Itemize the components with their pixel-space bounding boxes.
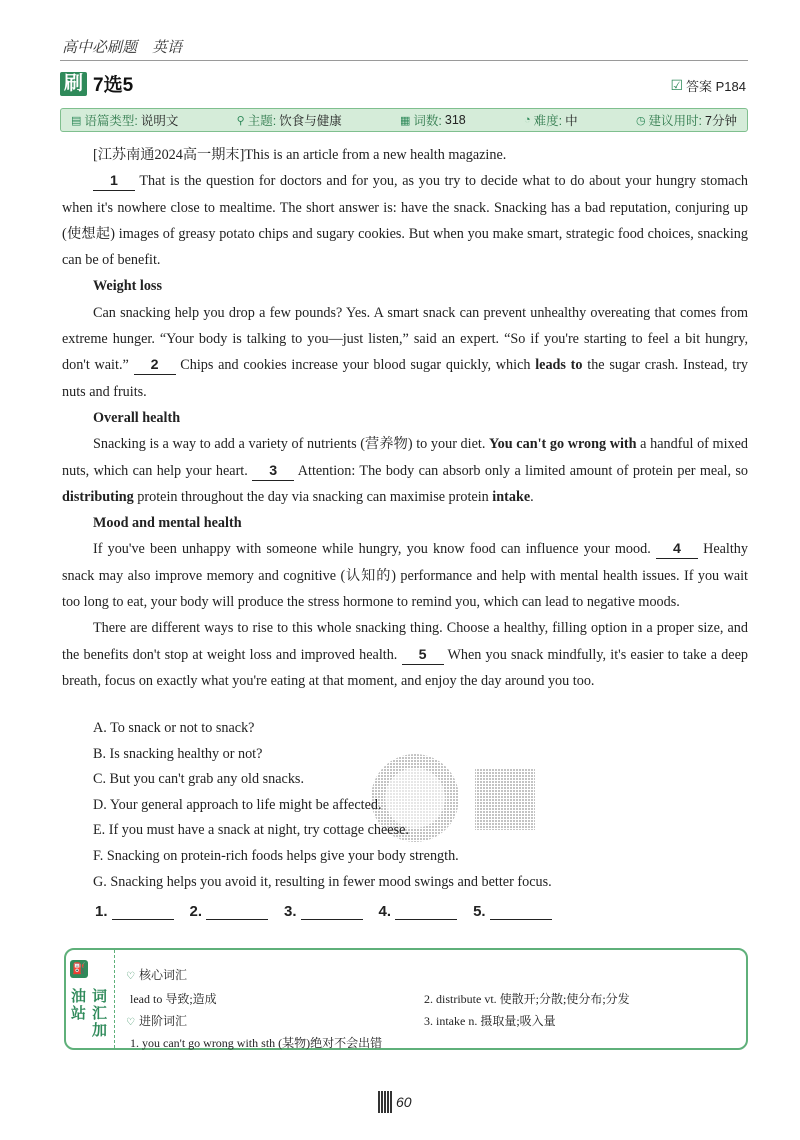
paragraph-4-text-b: Healthy snack may also improve memory and cognitive (认知的) performance and help with mental health issues. If you wait too long to eat, your body will produce the stress hormone to remind you, which can lead to negative moods. [62, 541, 748, 611]
heart-icon-2: ♡ [126, 1017, 135, 1028]
blank-1[interactable]: 1 [93, 172, 135, 191]
core-vocab-2: 2. distribute vt. 使散开;分散;使分布;分发 [424, 992, 630, 1006]
paragraph-1 [62, 168, 748, 273]
core-vocab-title: 核心词汇 [138, 968, 187, 982]
info-words-value: 318 [444, 113, 466, 127]
header-divider [60, 60, 748, 61]
answer-2-line[interactable] [206, 903, 268, 920]
article-intro: [江苏南通2024高一期末]This is an article from a new health magazine. [93, 147, 507, 163]
option-g[interactable]: G. Snacking helps you avoid it, resulting in fewer mood swings and better focus. [93, 873, 552, 890]
answer-4 [379, 903, 458, 920]
section-label: 7选5 [93, 75, 134, 96]
page-number-text: 60 [396, 1094, 412, 1110]
page-decoration [378, 1091, 392, 1113]
info-topic-value: 饮食与健康 [279, 114, 342, 128]
article [62, 142, 748, 694]
info-type-value: 说明文 [140, 114, 179, 128]
answer-1-label: 1. [95, 903, 108, 920]
heading-weight-loss: Weight loss [93, 278, 162, 295]
info-topic [237, 111, 342, 129]
document-icon: ▤ [71, 114, 82, 127]
paragraph-2 [62, 300, 748, 405]
paragraph-2-text-a: Can snacking help you drop a few pounds? Yes. A smart snack can prevent unhealthy overeating that comes from extreme hunger. “Your body is talking to you—just listen,” said an expert. “So if you're starting to feel a bit hungry, don't wait.” [62, 304, 748, 374]
answer-4-label: 4. [378, 903, 392, 920]
paragraph-3-text-d: protein throughout the day via snacking can maximise protein [133, 488, 493, 505]
answer-1-line[interactable] [112, 903, 174, 920]
paragraph-3-text-a: Snacking is a way to add a variety of nutrients (营养物) to your diet. [93, 436, 490, 453]
gauge-icon: ◔ [524, 114, 531, 126]
info-type [71, 111, 178, 129]
answer-2-label: 2. [189, 903, 203, 920]
paragraph-5-text-b: When you snack mindfully, it's easier to take a deep breath, focus on exactly what you're eating at that moment, and enjoy the day around you too. [62, 646, 748, 689]
heading-mood: Mood and mental health [93, 515, 242, 532]
answer-2 [190, 903, 269, 920]
info-time [636, 111, 737, 129]
paragraph-3-text-e: . [530, 488, 534, 505]
blank-3[interactable]: 3 [252, 462, 294, 481]
answer-4-line[interactable] [395, 903, 457, 920]
answer-5-line[interactable] [490, 903, 552, 920]
info-words [400, 111, 466, 129]
paragraph-2-text-c: the sugar crash. Instead, try nuts and fruits. [62, 357, 749, 400]
paragraph-3 [62, 431, 748, 510]
answer-3 [284, 903, 363, 920]
fuel-icon: ⛽ [70, 960, 88, 978]
bold-cant-go-wrong: You can't go wrong with [489, 436, 637, 453]
options-list [62, 716, 748, 895]
answer-page-ref: 答案 P184 [686, 79, 746, 94]
vocab-side [66, 950, 115, 1048]
option-a[interactable]: A. To snack or not to snack? [93, 720, 255, 736]
check-icon: ☑ [670, 77, 684, 93]
answer-1 [95, 903, 174, 920]
info-words-key: 词数: [413, 114, 442, 128]
paragraph-5 [62, 615, 748, 694]
core-vocab-head [126, 966, 187, 983]
adv-vocab-1: 3. intake n. 摄取量;吸入量 [424, 1014, 556, 1028]
bold-intake: intake [492, 488, 531, 505]
answer-5-label: 5. [473, 903, 486, 920]
search-icon: ⚲ [236, 114, 245, 127]
section-mark: 刷 [60, 72, 87, 96]
answer-3-line[interactable] [301, 903, 363, 920]
adv-vocab-head [126, 1012, 187, 1029]
blank-5[interactable]: 5 [402, 646, 444, 665]
bold-distributing: distributing [62, 488, 134, 505]
paragraph-3-text-b: a handful of mixed nuts, which can help your heart. [62, 436, 748, 479]
bold-leads-to: leads to [535, 357, 583, 374]
paragraph-1-text: That is the question for doctors and for you, as you try to decide what to do about your hungry stomach when it's nowhere close to mealtime. The short answer is: have the snack. Snacking has a bad reputation, conjuring up (使想起) images of greasy potato chips and sugary cookies. But when you make smart, strategic food choices, snacking can be of benefit. [62, 173, 748, 269]
info-bar [60, 108, 748, 132]
page-number [378, 1090, 426, 1114]
vocab-box [64, 948, 748, 1050]
paragraph-2-text-b: Chips and cookies increase your blood sugar quickly, which [175, 357, 536, 374]
info-time-value: 7分钟 [705, 114, 737, 128]
answer-row [95, 903, 552, 920]
info-difficulty [524, 111, 578, 129]
paragraph-4-text-a: If you've been unhappy with someone while hungry, you know food can influence your mood. [93, 541, 656, 558]
option-d[interactable]: D. Your general approach to life might be affected. [93, 796, 382, 813]
section-title [60, 70, 133, 97]
clock-icon: ◷ [635, 114, 646, 127]
answer-reference [670, 76, 746, 95]
info-difficulty-value: 中 [565, 114, 578, 128]
answer-5 [473, 903, 552, 920]
adv-vocab-title: 进阶词汇 [138, 1014, 187, 1028]
adv-vocab-2: 1. you can't go wrong with sth (某物)绝对不会出错 [130, 1036, 383, 1050]
heading-overall-health: Overall health [93, 409, 181, 426]
paragraph-5-text-a: There are different ways to rise to this whole snacking thing. Choose a healthy, filling option in a proper size, and the benefits don't stop at weight loss and improved health. [62, 620, 748, 663]
option-e[interactable]: E. If you must have a snack at night, try cottage cheese. [93, 822, 409, 839]
info-type-key: 语篇类型: [84, 114, 138, 128]
option-b[interactable]: B. Is snacking healthy or not? [93, 745, 263, 762]
option-c[interactable]: C. But you can't grab any old snacks. [93, 771, 304, 788]
counter-icon: ▦ [400, 114, 411, 127]
book-title: 高中必刷题 英语 [62, 39, 183, 56]
vocab-side-label: 词汇加油站 [69, 988, 108, 1039]
answer-3-label: 3. [284, 903, 297, 920]
core-vocab-1: lead to 导致;造成 [130, 992, 217, 1006]
blank-2[interactable]: 2 [134, 356, 176, 375]
info-time-key: 建议用时: [648, 114, 703, 128]
paragraph-4 [62, 536, 748, 615]
paragraph-3-text-c: Attention: The body can absorb only a limited amount of protein per meal, so [294, 462, 748, 479]
option-f[interactable]: F. Snacking on protein-rich foods helps give your body strength. [93, 847, 459, 864]
blank-4[interactable]: 4 [656, 540, 698, 559]
info-difficulty-key: 难度: [533, 114, 563, 128]
heart-icon: ♡ [126, 971, 135, 982]
info-topic-key: 主题: [247, 114, 277, 128]
